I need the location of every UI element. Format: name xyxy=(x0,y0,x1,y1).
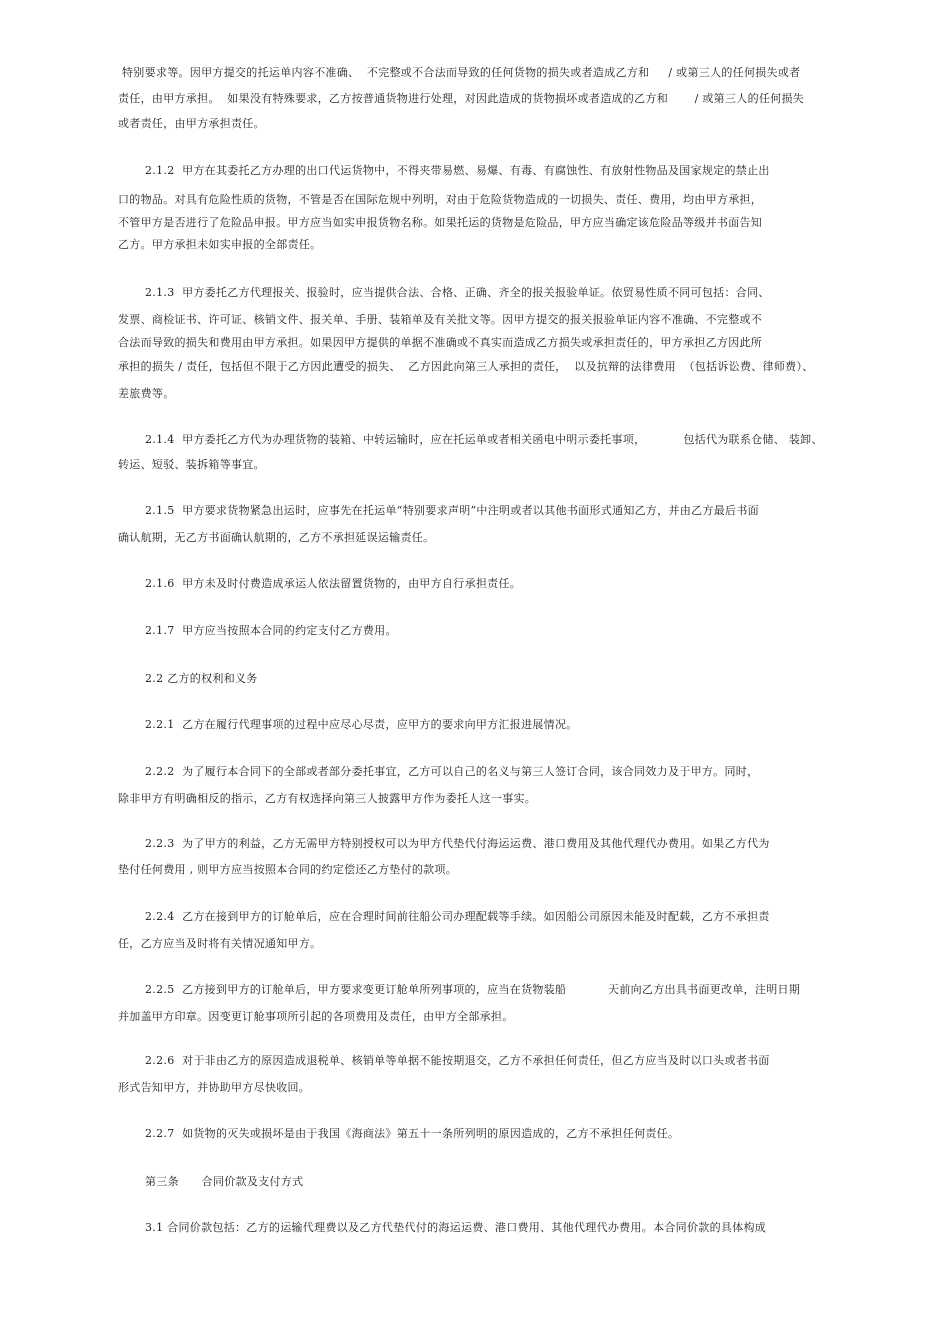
paragraph-line: 形式告知甲方，并协助甲方尽快收回。 xyxy=(118,1081,311,1094)
paragraph-line: 发票、商检证书、许可证、核销文件、报关单、手册、装箱单及有关批文等。因甲方提交的报关报验单证内容不准确、不完整或不 xyxy=(118,313,763,326)
paragraph-line: 承担的损失 / 责任，包括但不限于乙方因此遭受的损失、 乙方因此向第三人承担的责任， 以及抗辩的法律费用 （包括诉讼费、律师费）、 xyxy=(118,360,814,373)
clause-2-1-3: 2.1.3 甲方委托乙方代理报关、报验时，应当提供合法、合格、正确、齐全的报关报验单证。依贸易性质不同可包括：合同、 xyxy=(145,286,770,299)
paragraph-line: 转运、短驳、装拆箱等事宜。 xyxy=(118,458,265,471)
clause-2-1-6: 2.1.6 甲方未及时付费造成承运人依法留置货物的，由甲方自行承担责任。 xyxy=(145,577,522,590)
paragraph-line: 特别要求等。因甲方提交的托运单内容不准确、 不完整或不合法而导致的任何货物的损失或者造成乙方和 / 或第三人的任何损失或者 xyxy=(122,66,801,79)
paragraph-line: 不管甲方是否进行了危险品申报。甲方应当如实申报货物名称。如果托运的货物是危险品，甲方应当确定该危险品等级并书面告知 xyxy=(118,216,763,229)
paragraph-line: 差旅费等。 xyxy=(118,387,175,400)
paragraph-line: 并加盖甲方印章。因变更订舱事项所引起的各项费用及责任，由甲方全部承担。 xyxy=(118,1010,514,1023)
clause-2-2-4: 2.2.4 乙方在接到甲方的订舱单后，应在合理时间前往船公司办理配载等手续。如因船公司原因未能及时配载，乙方不承担责 xyxy=(145,910,770,923)
paragraph-line: 垫付任何费用 , 则甲方应当按照本合同的约定偿还乙方垫付的款项。 xyxy=(118,863,458,876)
paragraph-line: 任，乙方应当及时将有关情况通知甲方。 xyxy=(118,937,322,950)
clause-2-2-2: 2.2.2 为了履行本合同下的全部或者部分委托事宜，乙方可以自己的名义与第三人签订合同，该合同效力及于甲方。同时， xyxy=(145,765,759,778)
paragraph-line: 乙方。甲方承担未如实申报的全部责任。 xyxy=(118,238,322,251)
paragraph-line: 合法而导致的损失和费用由甲方承担。如果因甲方提供的单据不准确或不真实而造成乙方损失或承担责任的，甲方承担乙方因此所 xyxy=(118,336,763,349)
clause-2-2-6: 2.2.6 对于非由乙方的原因造成退税单、核销单等单据不能按期退交，乙方不承担任何责任，但乙方应当及时以口头或者书面 xyxy=(145,1054,770,1067)
paragraph-line: 责任，由甲方承担。 如果没有特殊要求，乙方按普通货物进行处理，对因此造成的货物损坏或者造成的乙方和 / 或第三人的任何损失 xyxy=(118,92,805,105)
clause-3-1: 3.1 合同价款包括：乙方的运输代理费以及乙方代垫代付的海运运费、港口费用、其他代理代办费用。本合同价款的具体构成 xyxy=(145,1221,767,1234)
paragraph-line: 除非甲方有明确相反的指示，乙方有权选择向第三人披露甲方作为委托人这一事实。 xyxy=(118,792,537,805)
section-heading-2-2: 2.2 乙方的权利和义务 xyxy=(145,672,258,685)
paragraph-line: 口的物品。对具有危险性质的货物，不管是否在国际危规中列明，对由于危险货物造成的一切损失、责任、费用，均由甲方承担， xyxy=(118,193,763,206)
clause-2-1-5: 2.1.5 甲方要求货物紧急出运时，应事先在托运单“特别要求声明”中注明或者以其他书面形式通知乙方，并由乙方最后书面 xyxy=(145,504,759,517)
clause-2-1-4: 2.1.4 甲方委托乙方代为办理货物的装箱、中转运输时，应在托运单或者相关函电中明示委托事项， 包括代为联系仓储、 装卸、 xyxy=(145,433,823,446)
clause-2-2-5: 2.2.5 乙方接到甲方的订舱单后，甲方要求变更订舱单所列事项的，应当在货物装船 天前向乙方出具书面更改单，注明日期 xyxy=(145,983,801,996)
clause-2-1-7: 2.1.7 甲方应当按照本合同的约定支付乙方费用。 xyxy=(145,624,397,637)
clause-2-2-1: 2.2.1 乙方在履行代理事项的过程中应尽心尽责，应甲方的要求向甲方汇报进展情况。 xyxy=(145,718,578,731)
clause-2-1-2: 2.1.2 甲方在其委托乙方办理的出口代运货物中，不得夹带易燃、易爆、有毒、有腐蚀性、有放射性物品及国家规定的禁止出 xyxy=(145,164,770,177)
clause-2-2-7: 2.2.7 如货物的灭失或损坏是由于我国《海商法》第五十一条所列明的原因造成的，乙方不承担任何责任。 xyxy=(145,1127,680,1140)
paragraph-line: 确认航期，无乙方书面确认航期的，乙方不承担延误运输责任。 xyxy=(118,531,435,544)
paragraph-line: 或者责任，由甲方承担责任。 xyxy=(118,117,265,130)
article-3-heading: 第三条 合同价款及支付方式 xyxy=(145,1175,304,1188)
clause-2-2-3: 2.2.3 为了甲方的利益，乙方无需甲方特别授权可以为甲方代垫代付海运运费、港口费用及其他代理代办费用。如果乙方代为 xyxy=(145,837,770,850)
